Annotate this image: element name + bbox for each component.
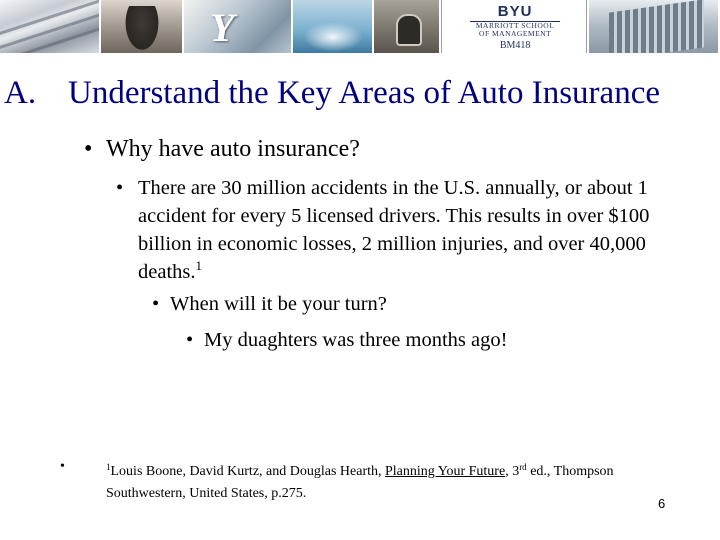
statistics-text: There are 30 million accidents in the U.S. annually, or about 1 accident for every 5 licensed drivers. This results in over $100 billion in economic losses, 2 million injuries, and over 40,000 deaths. — [138, 177, 650, 283]
bullet-text: Why have auto insurance? — [106, 136, 360, 162]
bullet-text: When will it be your turn? — [170, 293, 387, 315]
banner-image-building — [589, 0, 718, 53]
page-number: 6 — [658, 496, 666, 511]
bullet-level-2 — [116, 174, 686, 286]
footnote-separator: , 3 — [505, 464, 520, 479]
bullet-icon: • — [186, 329, 194, 351]
bullet-level-1 — [84, 134, 360, 164]
footnote-bullet-icon: • — [60, 459, 65, 474]
bullet-level-3 — [152, 290, 387, 318]
bullet-text: My duaghters was three months ago! — [204, 329, 508, 351]
logo-name: BYU — [497, 3, 533, 20]
footnote-edition-suffix: rd — [519, 462, 527, 472]
footnote-reference: 1 — [195, 258, 202, 273]
banner-image-metal-stripes — [0, 0, 99, 53]
slide-title — [4, 73, 660, 113]
bullet-level-4 — [186, 326, 507, 354]
banner-image-bell — [374, 0, 439, 53]
banner-image-statue — [101, 0, 182, 53]
course-code: BM418 — [499, 40, 531, 51]
footnote-publisher: ed., Thompson Southwestern, United States, p.275. — [106, 464, 614, 501]
logo-line-1: MARRIOTT SCHOOL — [475, 21, 555, 30]
footnote-book-title: Planning Your Future — [385, 464, 506, 479]
banner-image-sky — [293, 0, 372, 53]
byu-logo — [441, 0, 587, 53]
header-banner — [0, 0, 720, 55]
logo-line-2: OF MANAGEMENT — [479, 29, 552, 38]
bullet-icon: • — [84, 136, 93, 162]
bullet-icon: • — [152, 293, 160, 315]
footnote-citation — [106, 461, 666, 505]
footnote-marker: 1 — [106, 462, 111, 472]
bullet-text — [138, 174, 686, 286]
title-number: A. — [4, 75, 37, 111]
banner-image-y-mountain: Y — [184, 0, 291, 53]
footnote-authors: Louis Boone, David Kurtz, and Douglas Hearth, — [110, 464, 385, 479]
title-text: Understand the Key Areas of Auto Insurance — [68, 75, 660, 111]
bullet-icon: • — [116, 177, 124, 199]
